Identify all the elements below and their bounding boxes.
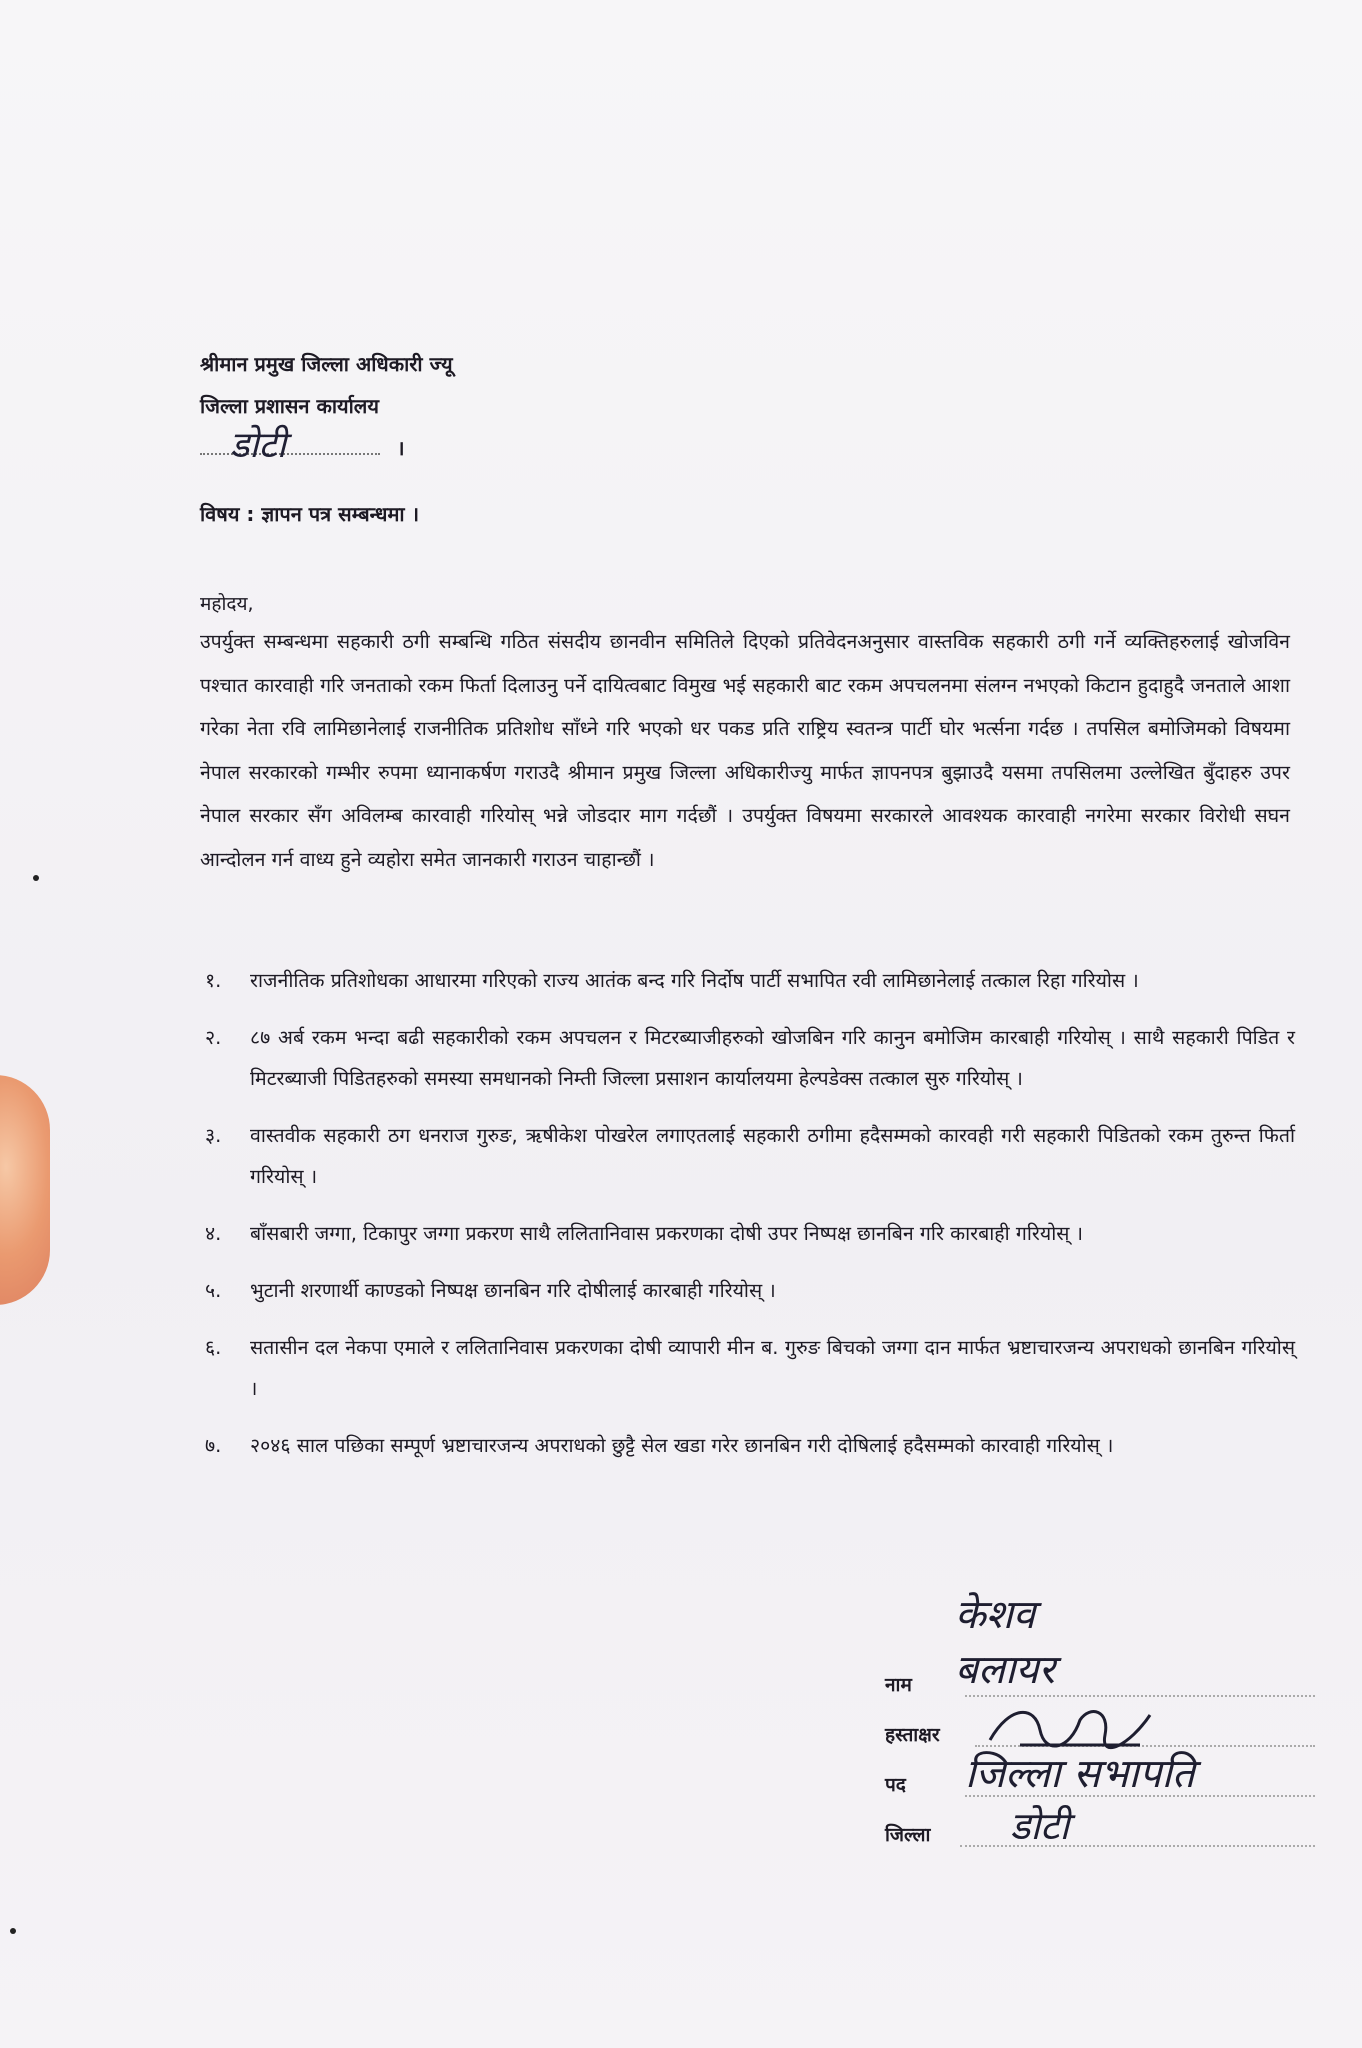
- item-text: वास्तवीक सहकारी ठग धनराज गुरुङ, ऋषीकेश पोखरेल लगाएतलाई सहकारी ठगीमा हदैसम्मको कारवही गरी सहकारी पिडितको रकम तुरुन्त फिर्ता गरियोस् ।: [250, 1124, 1295, 1188]
- item-number: ४.: [205, 1222, 222, 1245]
- item-text: बाँसबारी जग्गा, टिकापुर जग्गा प्रकरण साथै ललितानिवास प्रकरणका दोषी उपर निष्पक्ष छानबिन गरि कारबाही गरियोस् ।: [250, 1222, 1084, 1245]
- demands-list: [205, 960, 1295, 1482]
- list-item: [205, 1327, 1295, 1409]
- danda: ।: [396, 436, 405, 460]
- district-label: जिल्ला: [885, 1824, 931, 1846]
- speck: [33, 875, 39, 881]
- item-text: २०४६ साल पछिका सम्पूर्ण भ्रष्टाचारजन्य अपराधको छुट्टै सेल खडा गरेर छानबिन गरी दोषिलाई हदैसम्मको कारवाही गरियोस् ।: [250, 1434, 1114, 1457]
- list-item: [205, 960, 1295, 1001]
- post-handwritten: जिल्ला सभापति: [965, 1751, 1195, 1797]
- subject-line: विषय : ज्ञापन पत्र सम्बन्धमा ।: [200, 502, 420, 526]
- name-handwritten: केशव बलायर: [955, 1592, 1055, 1693]
- addressee-district-line: [200, 427, 453, 469]
- name-label: नाम: [885, 1674, 912, 1696]
- item-text: राजनीतिक प्रतिशोधका आधारमा गरिएको राज्य आतंक बन्द गरि निर्दोष पार्टी सभापित रवी लामिछानेलाई तत्काल रिहा गरियोस ।: [250, 969, 1139, 992]
- list-item: [205, 1017, 1295, 1099]
- addressee-office: जिल्ला प्रशासन कार्यालय: [200, 394, 379, 418]
- district-handwritten: डोटी: [230, 425, 287, 466]
- item-text: भुटानी शरणार्थी काण्डको निष्पक्ष छानबिन गरि दोषीलाई कारबाही गरियोस् ।: [250, 1279, 776, 1302]
- item-text: ८७ अर्ब रकम भन्दा बढी सहकारीको रकम अपचलन र मिटरब्याजीहरुको खोजबिन गरि कानुन बमोजिम कारबाही गरियोस् । साथै सहकारी पिडित र मिटरब्याजी पिडितहरुको समस्या समधानको निम्ती जिल्ला प्रसाशन कार्यालयमा हेल्पडेक्स तत्काल सुरु गरियोस् ।: [250, 1026, 1295, 1090]
- item-text: सतासीन दल नेकपा एमाले र ललितानिवास प्रकरणका दोषी व्यापारी मीन ब. गुरुङ बिचको जग्गा दान मार्फत भ्रष्टाचारजन्य अपराधको छानबिन गरियोस् ।: [250, 1336, 1295, 1400]
- dotted-line: [965, 1695, 1315, 1697]
- post-label: पद: [885, 1774, 906, 1796]
- thumb-photo-artifact: [0, 1075, 50, 1305]
- item-number: ३.: [205, 1124, 222, 1147]
- item-number: १.: [205, 969, 222, 992]
- item-number: ६.: [205, 1336, 222, 1359]
- body-paragraph: उपर्युक्त सम्बन्धमा सहकारी ठगी सम्बन्धि गठित संसदीय छानवीन समितिले दिएको प्रतिवेदनअनुसार वास्तविक सहकारी ठगी गर्ने व्यक्तिहरुलाई खोजविन पश्चात कारवाही गरि जनताको रकम फिर्ता दिलाउनु पर्ने दायित्वबाट विमुख भई सहकारी बाट रकम अपचलनमा संलग्न नभएको किटान हुदाहुदै जनताले आशा गरेका नेता रवि लामिछानेलाई राजनीतिक प्रतिशोध साँध्ने गरि भएको धर पकड प्रति राष्ट्रिय स्वतन्त्र पार्टी घोर भर्त्सना गर्दछ । तपसिल बमोजिमको विषयमा नेपाल सरकारको गम्भीर रुपमा ध्यानाकर्षण गराउदै श्रीमान प्रमुख जिल्ला अधिकारीज्यु मार्फत ज्ञापनपत्र बुझाउदै यसमा तपसिलमा उल्लेखित बुँदाहरु उपर नेपाल सरकार सँग अविलम्ब कारवाही गरियोस् भन्ने जोडदार माग गर्दछौं । उपर्युक्त विषयमा सरकारले आवश्यक कारवाही नगरेमा सरकार विरोधी सघन आन्दोलन गर्न वाध्य हुने व्यहोरा समेत जानकारी गराउन चाहान्छौं ।: [200, 630, 1290, 871]
- salutation: महोदय,: [200, 593, 254, 615]
- district-blank: [200, 425, 380, 466]
- list-item: [205, 1425, 1295, 1466]
- list-item: [205, 1270, 1295, 1311]
- addressee-block: [200, 343, 453, 469]
- speck: [10, 1928, 16, 1934]
- district-handwritten: डोटी: [1010, 1804, 1070, 1848]
- list-item: [205, 1213, 1295, 1254]
- signature-label: हस्ताक्षर: [885, 1724, 940, 1746]
- item-number: २.: [205, 1026, 222, 1049]
- item-number: ७.: [205, 1434, 222, 1457]
- addressee-title: श्रीमान प्रमुख जिल्ला अधिकारी ज्यू: [200, 352, 453, 376]
- list-item: [205, 1115, 1295, 1197]
- item-number: ५.: [205, 1279, 222, 1302]
